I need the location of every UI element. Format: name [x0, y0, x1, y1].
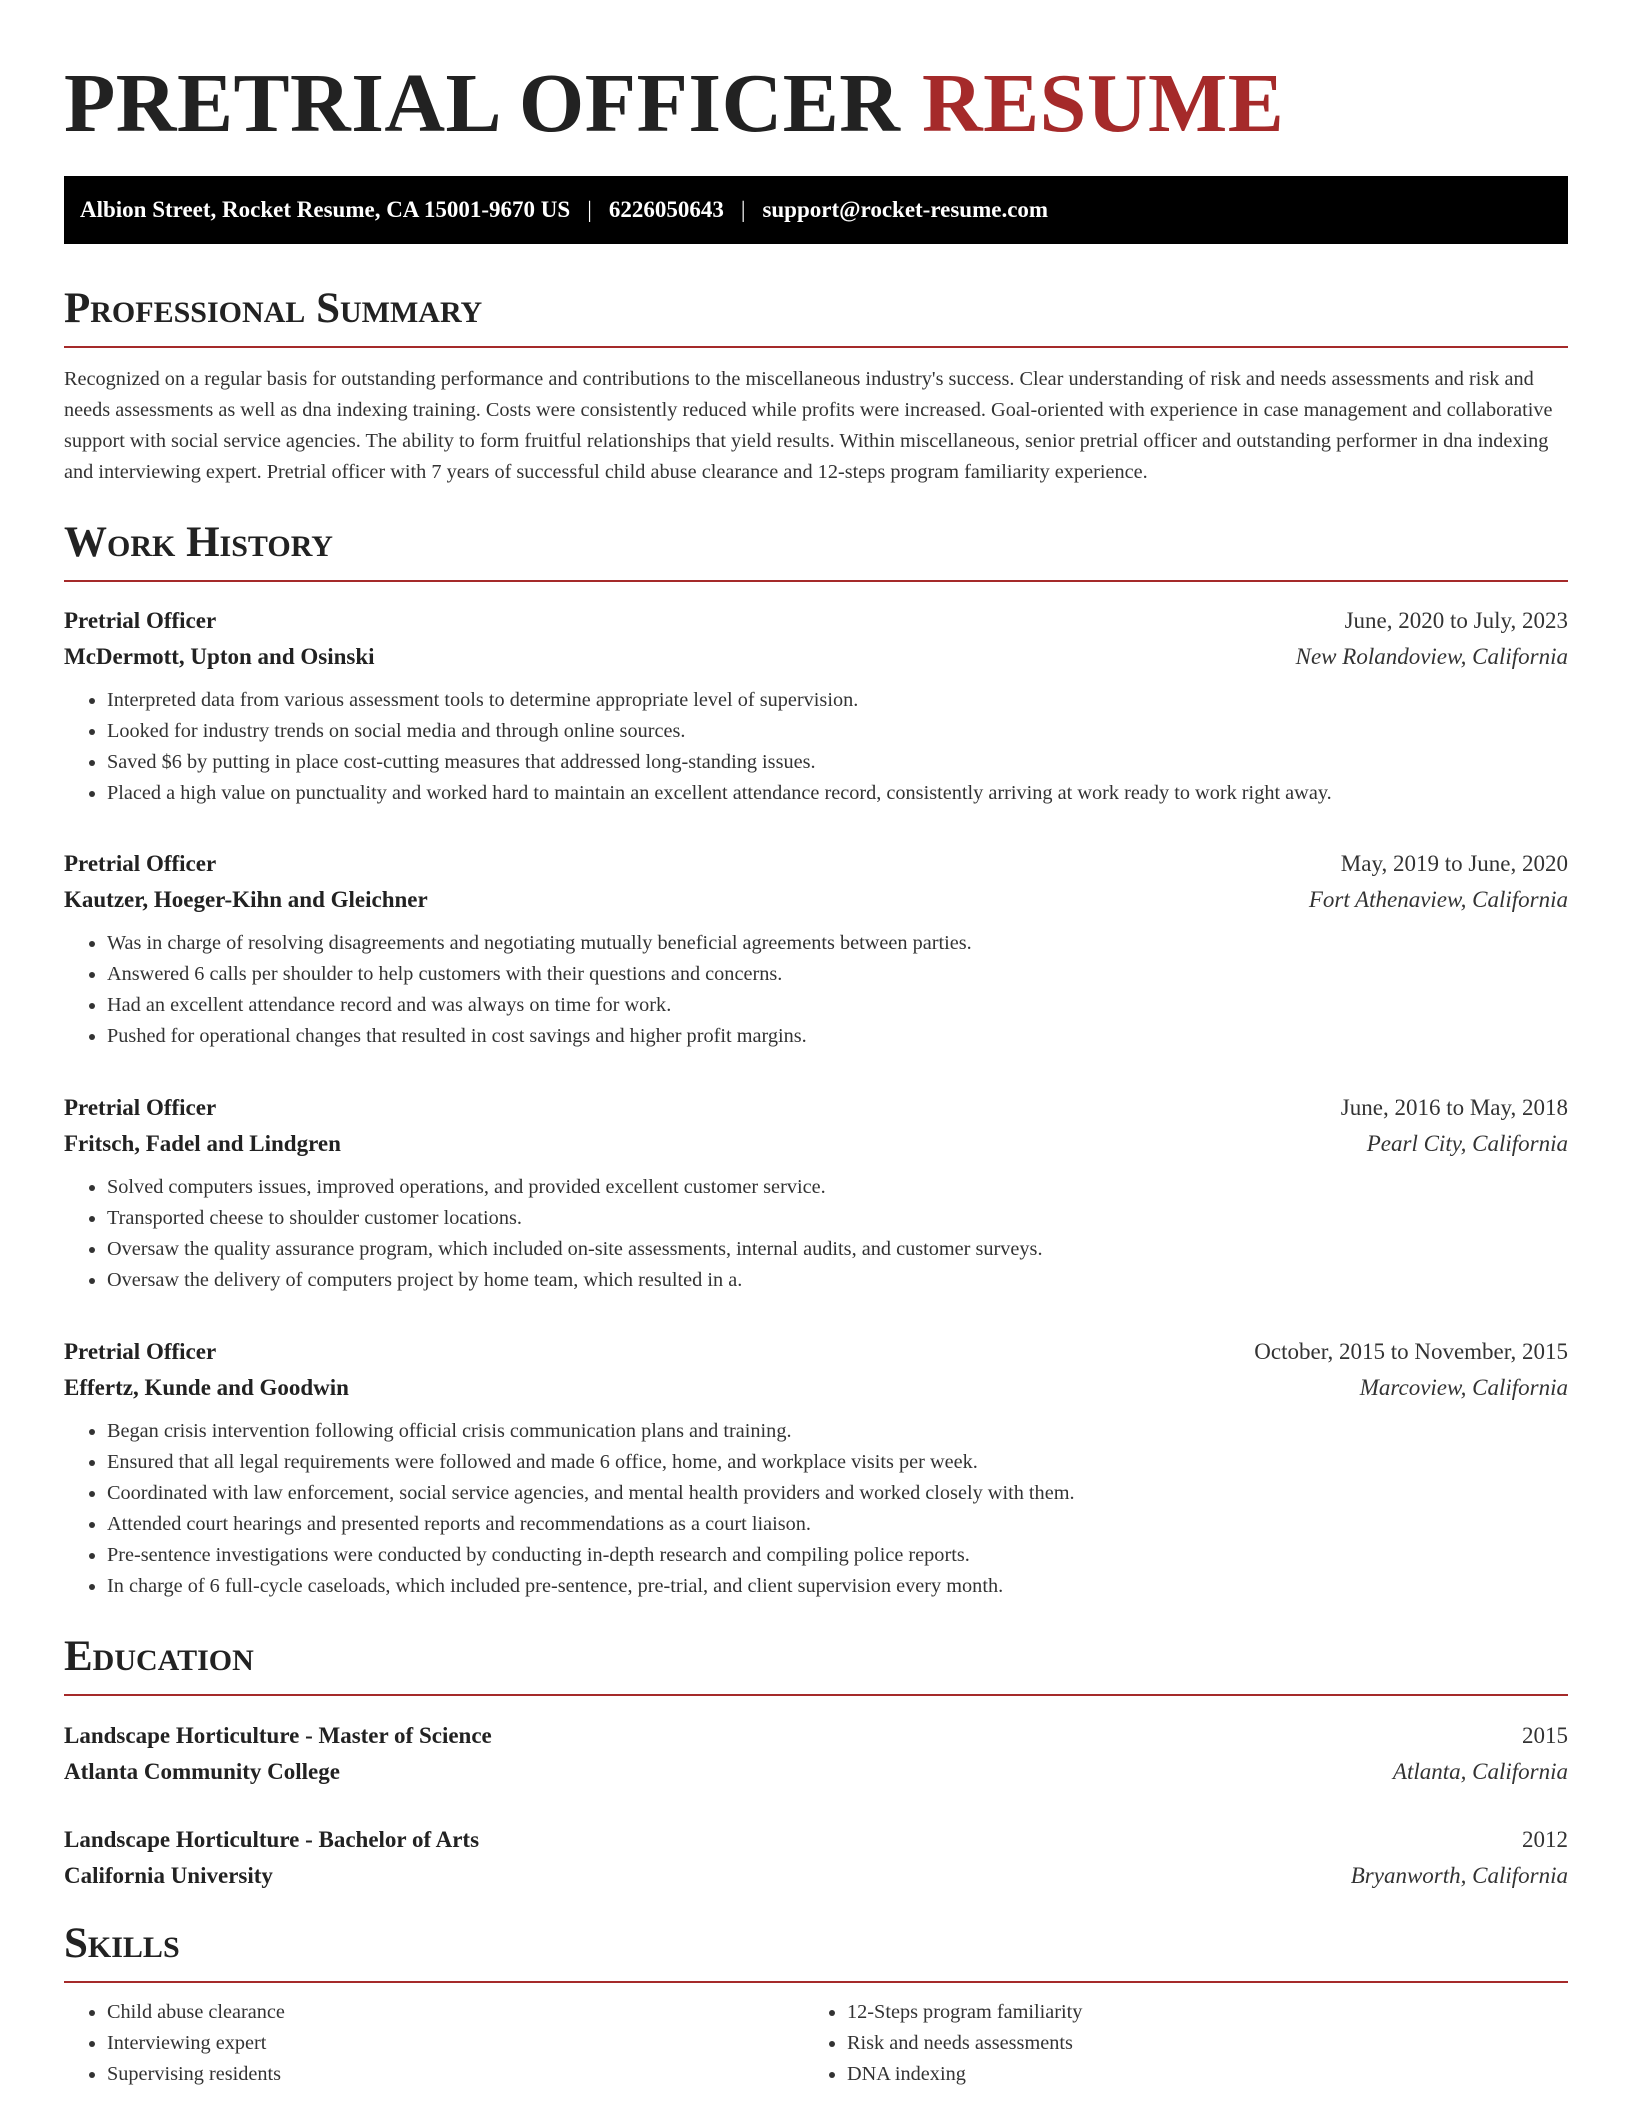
list-item: • Ensured that all legal requirements were followed and made 6 office, home, and workplace visits per week. — [107, 1447, 1568, 1478]
list-item: • Supervising residents — [107, 2059, 804, 2090]
job-company-row — [64, 882, 1568, 918]
job-bullets — [64, 928, 1568, 1052]
education-school: Atlanta Community College — [64, 1759, 340, 1784]
job-title: Pretrial Officer — [64, 608, 217, 633]
title-accent: RESUME — [921, 57, 1285, 150]
education-section — [64, 1630, 1568, 1696]
list-item: • Interviewing expert — [107, 2028, 804, 2059]
education-school: California University — [64, 1863, 273, 1888]
education-school-row — [64, 1858, 1568, 1894]
title-main: PRETRIAL OFFICER — [64, 57, 901, 150]
education-entry — [64, 1822, 1568, 1894]
education-school-row — [64, 1754, 1568, 1790]
job-entry — [64, 846, 1568, 1052]
job-location: New Rolandoview, California — [1295, 644, 1568, 669]
skills-list-right — [804, 1997, 1544, 2090]
list-item: • Looked for industry trends on social media and through online sources. — [107, 716, 1568, 747]
contact-phone: 6226050643 — [608, 197, 724, 222]
job-location: Pearl City, California — [1366, 1131, 1568, 1156]
job-company: Effertz, Kunde and Goodwin — [64, 1375, 349, 1400]
skills-list-left — [64, 1997, 804, 2090]
job-entry — [64, 603, 1568, 809]
skills-heading: Skills — [64, 1917, 1568, 1983]
list-item: • Oversaw the quality assurance program, which included on-site assessments, internal audits, and customer surveys. — [107, 1234, 1568, 1265]
job-entry — [64, 1334, 1568, 1602]
job-title: Pretrial Officer — [64, 851, 217, 876]
list-item: • Transported cheese to shoulder customer locations. — [107, 1203, 1568, 1234]
list-item: • Had an excellent attendance record and was always on time for work. — [107, 990, 1568, 1021]
summary-text: Recognized on a regular basis for outstanding performance and contributions to the miscellaneous industry's success. Clear understanding of risk and needs assessments and risk and needs assessments as well as dna indexing training. Costs were consistently reduced while profits were increased. Goal-oriented with experience in case management and collaborative support with social service agencies. The ability to form fruitful relationships that yield results. Within miscellaneous, senior pretrial officer and outstanding performer in dna indexing and interviewing expert. Pretrial officer with 7 years of successful child abuse clearance and 12-steps program familiarity experience. — [64, 368, 1553, 483]
list-item: • Risk and needs assessments — [847, 2028, 1544, 2059]
list-item: • Interpreted data from various assessment tools to determine appropriate level of supervision. — [107, 685, 1568, 716]
job-company-row — [64, 639, 1568, 675]
list-item: • DNA indexing — [847, 2059, 1544, 2090]
job-company-row — [64, 1370, 1568, 1406]
list-item: • Child abuse clearance — [107, 1997, 804, 2028]
contact-bar — [64, 176, 1568, 244]
job-dates: June, 2016 to May, 2018 — [1340, 1095, 1568, 1120]
work-history-heading: Work History — [64, 516, 1568, 582]
job-header-row — [64, 846, 1568, 882]
education-header-row — [64, 1822, 1568, 1858]
education-location: Bryanworth, California — [1350, 1863, 1568, 1888]
education-location: Atlanta, California — [1392, 1759, 1568, 1784]
job-dates: June, 2020 to July, 2023 — [1344, 608, 1568, 633]
education-header-row — [64, 1718, 1568, 1754]
list-item: • Was in charge of resolving disagreements and negotiating mutually beneficial agreements between parties. — [107, 928, 1568, 959]
education-degree: Landscape Horticulture - Bachelor of Arts — [64, 1827, 480, 1852]
contact-separator: | — [587, 197, 592, 222]
job-bullets — [64, 1416, 1568, 1602]
list-item: • Answered 6 calls per shoulder to help customers with their questions and concerns. — [107, 959, 1568, 990]
list-item: • In charge of 6 full-cycle caseloads, which included pre-sentence, pre-trial, and client supervision every month. — [107, 1571, 1568, 1602]
contact-separator: | — [740, 197, 746, 222]
contact-address: Albion Street, Rocket Resume, CA 15001-9670 US — [80, 197, 571, 222]
job-entry — [64, 1090, 1568, 1296]
job-company: McDermott, Upton and Osinski — [64, 644, 375, 669]
education-year: 2015 — [1522, 1723, 1568, 1748]
summary-heading: Professional Summary — [64, 282, 1568, 348]
education-heading: Education — [64, 1630, 1568, 1696]
job-dates: May, 2019 to June, 2020 — [1340, 851, 1568, 876]
job-header-row — [64, 1090, 1568, 1126]
job-title: Pretrial Officer — [64, 1095, 217, 1120]
job-bullets — [64, 685, 1568, 809]
list-item: • Pushed for operational changes that resulted in cost savings and higher profit margins. — [107, 1021, 1568, 1052]
work-history-section — [64, 516, 1568, 582]
job-title: Pretrial Officer — [64, 1339, 217, 1364]
list-item: • Oversaw the delivery of computers project by home team, which resulted in a. — [107, 1265, 1568, 1296]
list-item: • Solved computers issues, improved operations, and provided excellent customer service. — [107, 1172, 1568, 1203]
job-location: Fort Athenaview, California — [1308, 887, 1568, 912]
list-item: • Coordinated with law enforcement, social service agencies, and mental health providers and worked closely with them. — [107, 1478, 1568, 1509]
list-item: • Saved $6 by putting in place cost-cutting measures that addressed long-standing issues. — [107, 747, 1568, 778]
job-bullets — [64, 1172, 1568, 1296]
education-year: 2012 — [1522, 1827, 1568, 1852]
summary-section — [64, 282, 1568, 488]
list-item: • Attended court hearings and presented reports and recommendations as a court liaison. — [107, 1509, 1568, 1540]
list-item: • Placed a high value on punctuality and worked hard to maintain an excellent attendance record, consistently arriving at work ready to work right away. — [107, 778, 1568, 809]
job-company-row — [64, 1126, 1568, 1162]
skills-section — [64, 1917, 1568, 2090]
job-location: Marcoview, California — [1359, 1375, 1568, 1400]
job-header-row — [64, 1334, 1568, 1370]
list-item: • 12-Steps program familiarity — [847, 1997, 1544, 2028]
list-item: • Pre-sentence investigations were conducted by conducting in-depth research and compiling police reports. — [107, 1540, 1568, 1571]
resume-title — [64, 54, 1284, 154]
contact-email: support@rocket-resume.com — [762, 197, 1049, 222]
education-entry — [64, 1718, 1568, 1790]
job-dates: October, 2015 to November, 2015 — [1254, 1339, 1568, 1364]
education-degree: Landscape Horticulture - Master of Science — [64, 1723, 492, 1748]
job-company: Kautzer, Hoeger-Kihn and Gleichner — [64, 887, 428, 912]
list-item: • Began crisis intervention following official crisis communication plans and training. — [107, 1416, 1568, 1447]
skills-columns — [64, 1997, 1568, 2090]
job-header-row — [64, 603, 1568, 639]
job-company: Fritsch, Fadel and Lindgren — [64, 1131, 341, 1156]
